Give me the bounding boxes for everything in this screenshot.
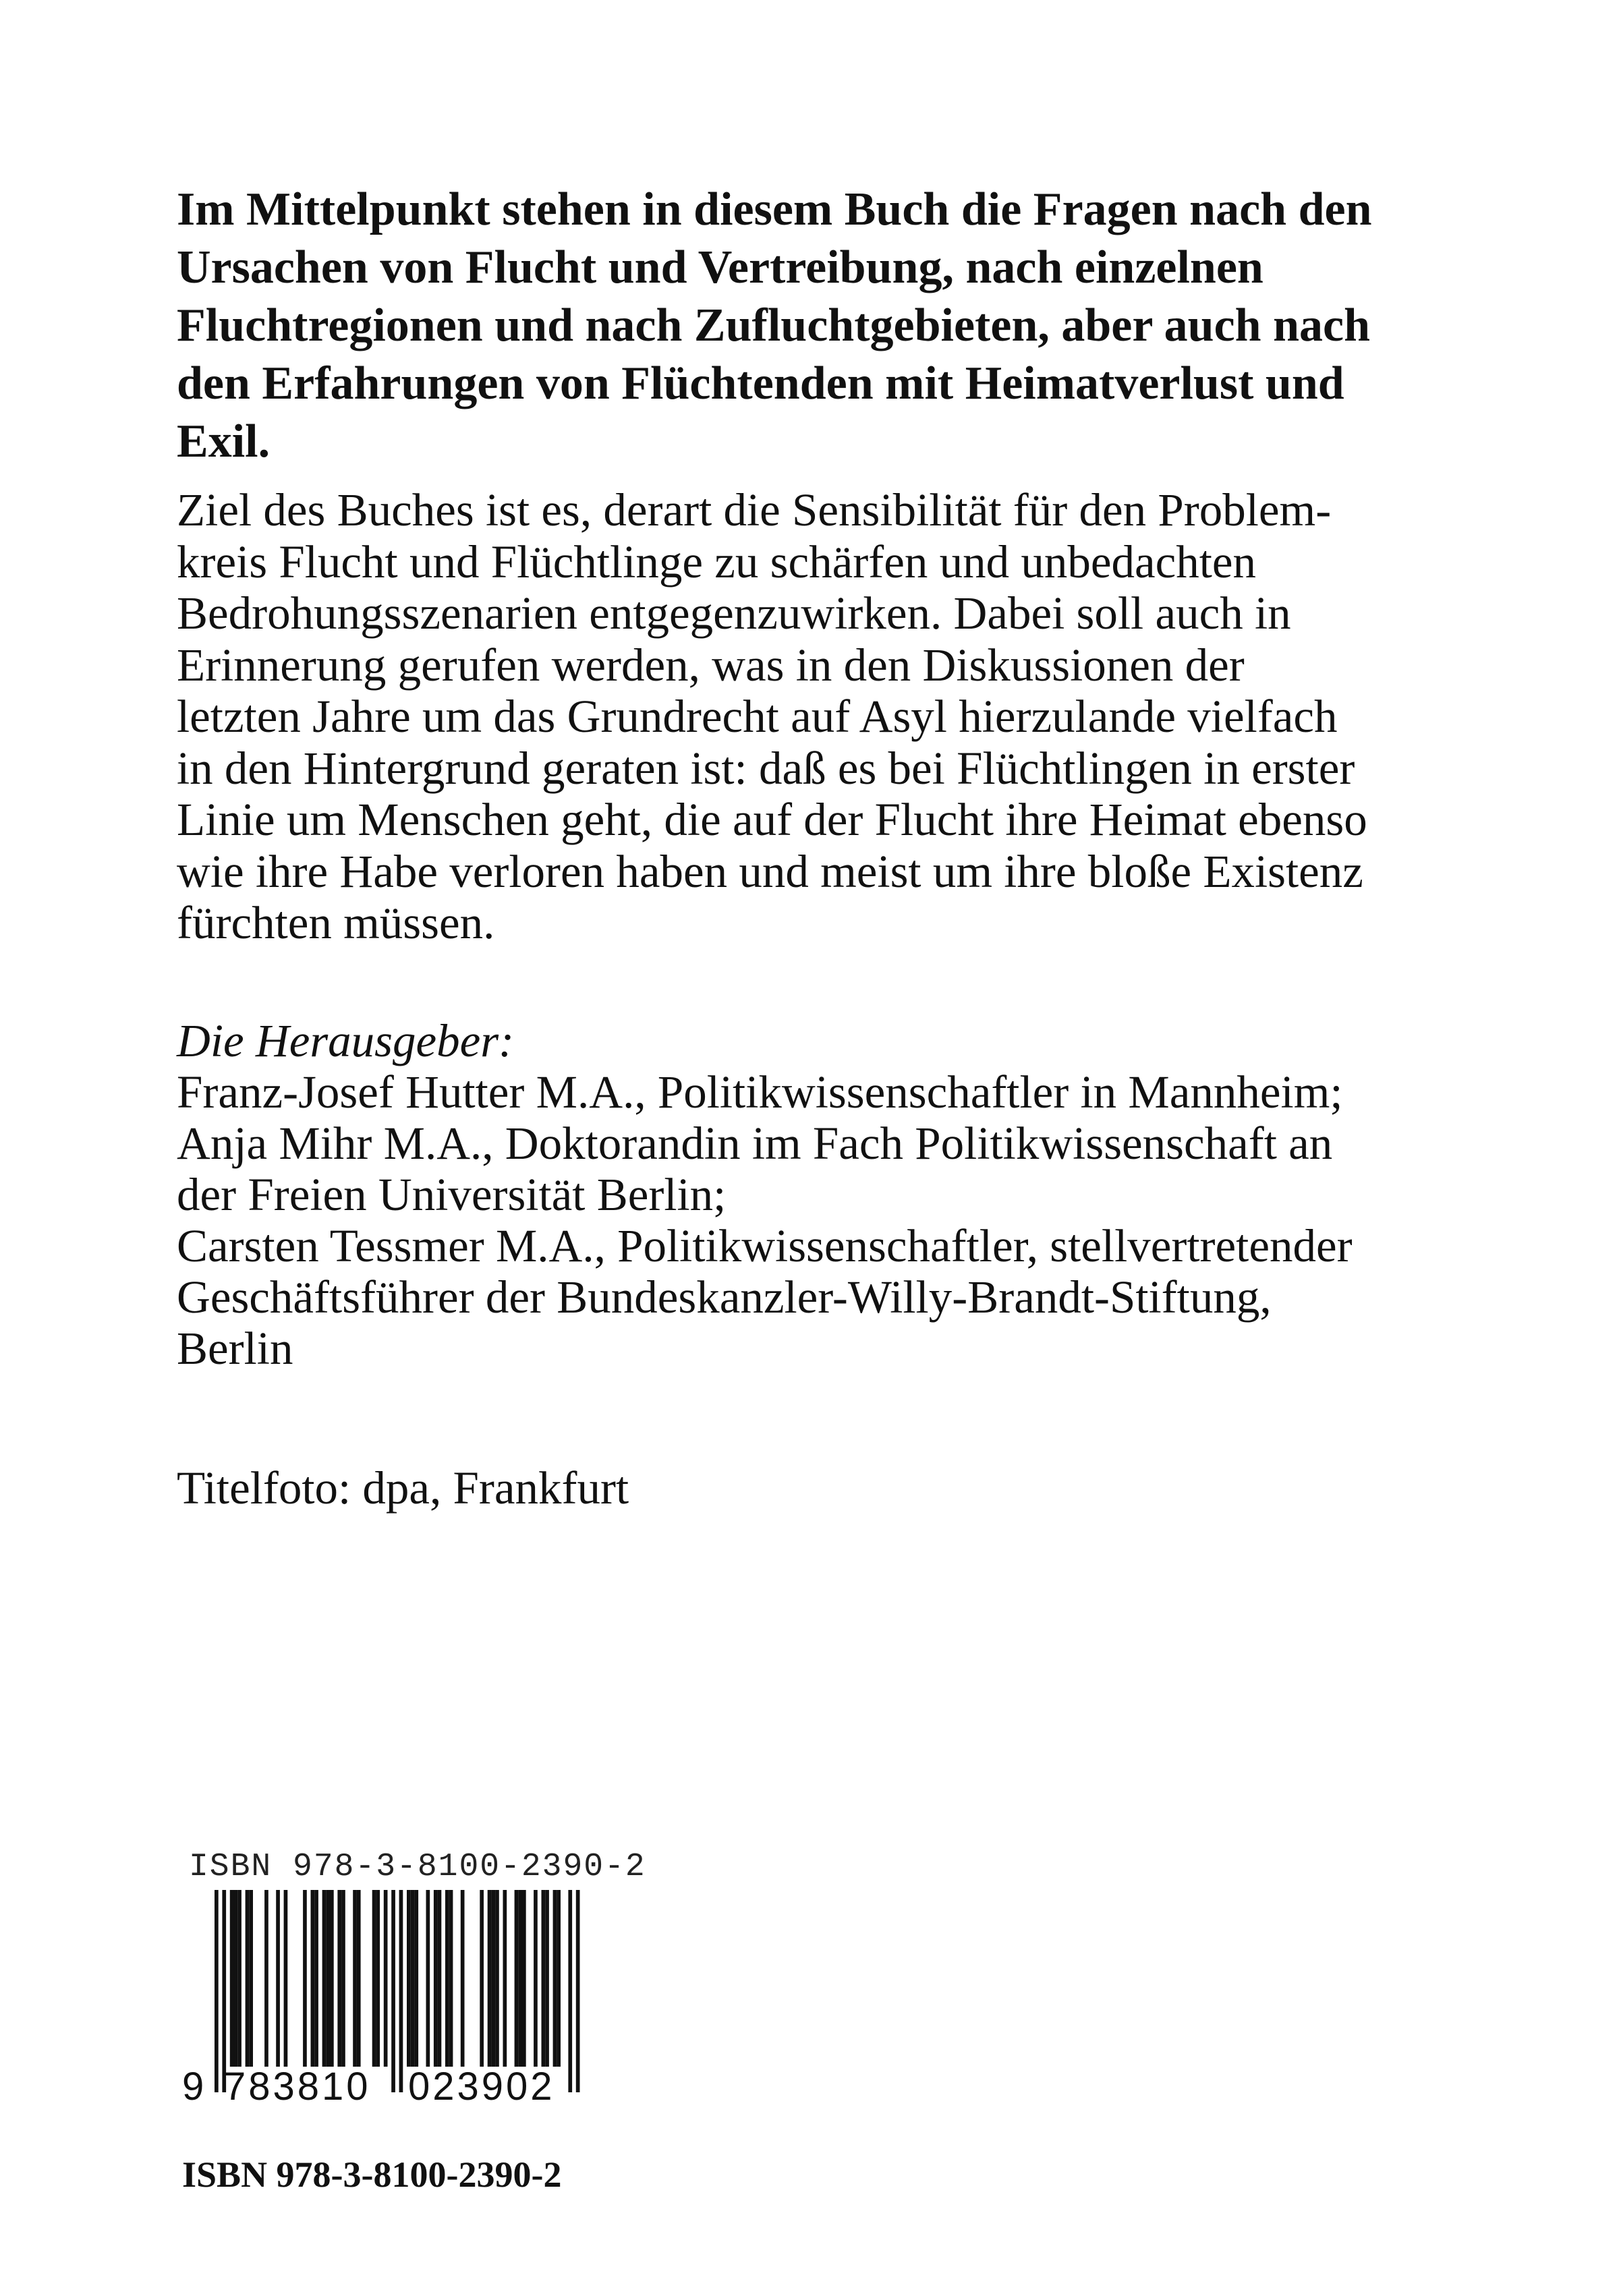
- lead-line: den Erfahrungen von Flüchtenden mit Heimatverlust und: [177, 357, 1344, 409]
- barcode-bar: [553, 1890, 557, 2067]
- body-line: wie ihre Habe verloren haben und meist um ihre bloße Existenz: [177, 845, 1363, 897]
- barcode-bars: [182, 1890, 614, 2092]
- lead-line: Ursachen von Flucht und Vertreibung, nach einzelnen: [177, 241, 1263, 293]
- barcode-bar: [461, 1890, 465, 2067]
- body-line: Linie um Menschen geht, die auf der Flucht ihre Heimat ebenso: [177, 794, 1367, 845]
- barcode-bar: [311, 1890, 315, 2067]
- barcode-bar: [411, 1890, 415, 2067]
- barcode-first-digit: 9: [182, 2065, 204, 2108]
- barcode-bar: [399, 1890, 403, 2092]
- body-line: letzten Jahre um das Grundrecht auf Asyl hierzulande vielfach: [177, 691, 1338, 742]
- barcode-bar: [407, 1890, 411, 2067]
- barcode-bar: [515, 1890, 519, 2067]
- editor-line: Franz-Josef Hutter M.A., Politikwissenschaftler in Mannheim;: [177, 1066, 1343, 1118]
- barcode-bar: [522, 1890, 526, 2067]
- barcode-bar: [518, 1890, 522, 2067]
- barcode-bar: [337, 1890, 341, 2067]
- lead-line: Fluchtregionen und nach Zufluchtgebieten, aber auch nach: [177, 299, 1371, 351]
- barcode-bar: [357, 1890, 361, 2067]
- barcode-bar: [414, 1890, 418, 2067]
- barcode-bar: [568, 1890, 572, 2092]
- barcode-bar: [222, 1890, 226, 2092]
- editor-line: Geschäftsführer der Bundeskanzler-Willy-Brandt-Stiftung,: [177, 1271, 1272, 1323]
- barcode-left-digits: 783810: [224, 2065, 371, 2108]
- editors-section: [177, 1015, 1512, 1374]
- barcode-bar: [576, 1890, 580, 2092]
- barcode-bar: [353, 1890, 357, 2067]
- barcode-bar: [445, 1890, 449, 2067]
- barcode-bar: [215, 1890, 219, 2092]
- body-line: fürchten müssen.: [177, 897, 495, 948]
- body-line: in den Hintergrund geraten ist: daß es bei Flüchtlingen in erster: [177, 742, 1355, 794]
- barcode-bar: [376, 1890, 380, 2067]
- barcode-bar: [249, 1890, 253, 2067]
- editor-line: Carsten Tessmer M.A., Politikwissenschaftler, stellvertretender: [177, 1220, 1353, 1271]
- barcode-bar: [330, 1890, 334, 2067]
- barcode-bar: [480, 1890, 484, 2067]
- barcode-bar: [545, 1890, 549, 2067]
- barcode-bar: [230, 1890, 234, 2067]
- barcode-bar: [391, 1890, 395, 2092]
- barcode-bar: [503, 1890, 507, 2067]
- body-line: Erinnerung gerufen werden, was in den Diskussionen der: [177, 639, 1245, 691]
- barcode-bar: [314, 1890, 318, 2067]
- barcode-bar: [542, 1890, 546, 2067]
- barcode-bar: [426, 1890, 430, 2067]
- barcode-bar: [495, 1890, 499, 2067]
- body-line: Ziel des Buches ist es, derart die Sensibilität für den Problem-: [177, 484, 1332, 536]
- barcode-bar: [341, 1890, 345, 2067]
- body-paragraph: [177, 484, 1512, 949]
- lead-line: Exil.: [177, 415, 271, 467]
- barcode-bar: [303, 1890, 307, 2067]
- body-line: kreis Flucht und Flüchtlinge zu schärfen und unbedachten: [177, 536, 1257, 587]
- editor-line: Berlin: [177, 1323, 293, 1374]
- barcode: [182, 1848, 646, 2131]
- barcode-bar: [534, 1890, 538, 2067]
- barcode-bar: [449, 1890, 453, 2067]
- barcode-right-digits: 023902: [408, 2065, 555, 2108]
- body-line: Bedrohungsszenarien entgegenzuwirken. Dabei soll auch in: [177, 587, 1291, 639]
- editor-line: der Freien Universität Berlin;: [177, 1169, 727, 1220]
- barcode-bar: [246, 1890, 250, 2067]
- editors-heading: Die Herausgeber:: [177, 1015, 515, 1066]
- barcode-bar: [557, 1890, 561, 2067]
- photo-credit: Titelfoto: dpa, Frankfurt: [177, 1462, 629, 1514]
- barcode-bar: [372, 1890, 376, 2067]
- barcode-bar: [234, 1890, 238, 2067]
- barcode-bar: [284, 1890, 288, 2067]
- isbn-footer: ISBN 978-3-8100-2390-2: [182, 2154, 562, 2195]
- barcode-bar: [491, 1890, 495, 2067]
- barcode-bar: [326, 1890, 330, 2067]
- barcode-isbn-label: ISBN 978-3-8100-2390-2: [189, 1849, 646, 1885]
- barcode-bar: [434, 1890, 438, 2067]
- barcode-bar: [237, 1890, 242, 2067]
- barcode-bar: [488, 1890, 492, 2067]
- barcode-bar: [322, 1890, 326, 2067]
- editor-line: Anja Mihr M.A., Doktorandin im Fach Politikwissenschaft an: [177, 1118, 1333, 1169]
- lead-line: Im Mittelpunkt stehen in diesem Buch die Fragen nach den: [177, 183, 1372, 235]
- barcode-bar: [276, 1890, 280, 2067]
- lead-paragraph: [177, 181, 1499, 471]
- barcode-bar: [384, 1890, 388, 2067]
- barcode-bar: [264, 1890, 268, 2067]
- barcode-bar: [438, 1890, 442, 2067]
